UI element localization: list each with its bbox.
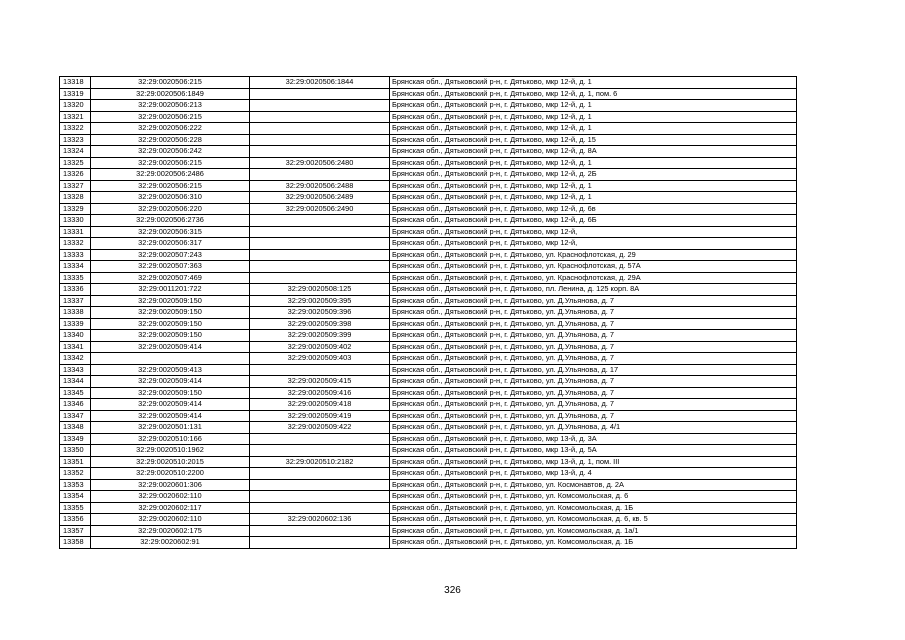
address-cell: Брянская обл., Дятьковский р-н, г. Дятьково, ул. Д.Ульянова, д. 7 xyxy=(390,330,797,342)
address-cell: Брянская обл., Дятьковский р-н, г. Дятьково, ул. Краснофлотская, д. 57А xyxy=(390,261,797,273)
linked-cadastral-number-cell xyxy=(250,468,390,480)
cadastral-number-cell: 32:29:0020506:215 xyxy=(91,180,250,192)
address-cell: Брянская обл., Дятьковский р-н, г. Дятьково, ул. Комсомольская, д. 1Б xyxy=(390,537,797,549)
table-row xyxy=(60,479,797,491)
row-number-cell: 13339 xyxy=(60,318,91,330)
row-number-cell: 13334 xyxy=(60,261,91,273)
table-row xyxy=(60,376,797,388)
cadastral-number-cell: 32:29:0020507:243 xyxy=(91,249,250,261)
row-number-cell: 13323 xyxy=(60,134,91,146)
table-row xyxy=(60,192,797,204)
linked-cadastral-number-cell xyxy=(250,479,390,491)
cadastral-number-cell: 32:29:0020506:315 xyxy=(91,226,250,238)
cadastral-number-cell: 32:29:0020510:1962 xyxy=(91,445,250,457)
linked-cadastral-number-cell xyxy=(250,364,390,376)
cadastral-number-cell: 32:29:0020509:150 xyxy=(91,295,250,307)
cadastral-number-cell: 32:29:0020602:110 xyxy=(91,491,250,503)
cadastral-number-cell: 32:29:0020509:150 xyxy=(91,387,250,399)
cadastral-number-cell: 32:29:0020510:2200 xyxy=(91,468,250,480)
cadastral-number-cell: 32:29:0020509:150 xyxy=(91,307,250,319)
address-cell: Брянская обл., Дятьковский р-н, г. Дятьково, ул. Д.Ульянова, д. 7 xyxy=(390,295,797,307)
row-number-cell: 13349 xyxy=(60,433,91,445)
table-row xyxy=(60,88,797,100)
row-number-cell: 13347 xyxy=(60,410,91,422)
table-row xyxy=(60,169,797,181)
page-number: 326 xyxy=(444,585,461,596)
row-number-cell: 13356 xyxy=(60,514,91,526)
table-row xyxy=(60,134,797,146)
row-number-cell: 13350 xyxy=(60,445,91,457)
linked-cadastral-number-cell xyxy=(250,491,390,503)
linked-cadastral-number-cell xyxy=(250,134,390,146)
cadastral-number-cell: 32:29:0020509:150 xyxy=(91,318,250,330)
linked-cadastral-number-cell xyxy=(250,88,390,100)
cadastral-number-cell: 32:29:0020509:414 xyxy=(91,410,250,422)
address-cell: Брянская обл., Дятьковский р-н, г. Дятьково, мкр 12-й, д. 1 xyxy=(390,192,797,204)
row-number-cell: 13358 xyxy=(60,537,91,549)
cadastral-number-cell: 32:29:0020506:213 xyxy=(91,100,250,112)
linked-cadastral-number-cell: 32:29:0020509:399 xyxy=(250,330,390,342)
address-cell: Брянская обл., Дятьковский р-н, г. Дятьково, мкр 12-й, д. 1 xyxy=(390,111,797,123)
linked-cadastral-number-cell: 32:29:0020506:2490 xyxy=(250,203,390,215)
address-cell: Брянская обл., Дятьковский р-н, г. Дятьково, ул. Комсомольская, д. 6, кв. 5 xyxy=(390,514,797,526)
row-number-cell: 13332 xyxy=(60,238,91,250)
cadastral-number-cell: 32:29:0011201:722 xyxy=(91,284,250,296)
address-cell: Брянская обл., Дятьковский р-н, г. Дятьково, ул. Краснофлотская, д. 29А xyxy=(390,272,797,284)
linked-cadastral-number-cell: 32:29:0020509:398 xyxy=(250,318,390,330)
table-row xyxy=(60,537,797,549)
table-row xyxy=(60,226,797,238)
table-row xyxy=(60,399,797,411)
cadastral-number-cell xyxy=(91,353,250,365)
table-row xyxy=(60,330,797,342)
address-cell: Брянская обл., Дятьковский р-н, г. Дятьково, мкр 13-й, д. 1, пом. III xyxy=(390,456,797,468)
row-number-cell: 13320 xyxy=(60,100,91,112)
cadastral-number-cell: 32:29:0020506:317 xyxy=(91,238,250,250)
row-number-cell: 13321 xyxy=(60,111,91,123)
table-row xyxy=(60,410,797,422)
row-number-cell: 13352 xyxy=(60,468,91,480)
table-row xyxy=(60,100,797,112)
table-row xyxy=(60,238,797,250)
linked-cadastral-number-cell xyxy=(250,537,390,549)
cadastral-number-cell: 32:29:0020509:414 xyxy=(91,341,250,353)
address-cell: Брянская обл., Дятьковский р-н, г. Дятьково, мкр 12-й, д. 1 xyxy=(390,100,797,112)
address-cell: Брянская обл., Дятьковский р-н, г. Дятьково, ул. Д.Ульянова, д. 7 xyxy=(390,376,797,388)
cadastral-number-cell: 32:29:0020510:166 xyxy=(91,433,250,445)
linked-cadastral-number-cell xyxy=(250,215,390,227)
cadastral-number-cell: 32:29:0020509:414 xyxy=(91,399,250,411)
address-cell: Брянская обл., Дятьковский р-н, г. Дятьково, ул. Комсомольская, д. 1Б xyxy=(390,502,797,514)
cadastral-number-cell: 32:29:0020507:469 xyxy=(91,272,250,284)
row-number-cell: 13335 xyxy=(60,272,91,284)
address-cell: Брянская обл., Дятьковский р-н, г. Дятьково, мкр 12-й, xyxy=(390,226,797,238)
table-body xyxy=(60,77,797,549)
address-cell: Брянская обл., Дятьковский р-н, г. Дятьково, мкр 12-й, д. 6в xyxy=(390,203,797,215)
cadastral-number-cell: 32:29:0020506:222 xyxy=(91,123,250,135)
linked-cadastral-number-cell xyxy=(250,249,390,261)
cadastral-number-cell: 32:29:0020506:215 xyxy=(91,77,250,89)
address-cell: Брянская обл., Дятьковский р-н, г. Дятьково, пл. Ленина, д. 125 корп. 8А xyxy=(390,284,797,296)
linked-cadastral-number-cell xyxy=(250,100,390,112)
table-row xyxy=(60,502,797,514)
row-number-cell: 13338 xyxy=(60,307,91,319)
row-number-cell: 13343 xyxy=(60,364,91,376)
address-cell: Брянская обл., Дятьковский р-н, г. Дятьково, мкр 12-й, д. 1 xyxy=(390,157,797,169)
row-number-cell: 13319 xyxy=(60,88,91,100)
linked-cadastral-number-cell: 32:29:0020509:403 xyxy=(250,353,390,365)
table-row xyxy=(60,203,797,215)
table-row xyxy=(60,123,797,135)
cadastral-number-cell: 32:29:0020501:131 xyxy=(91,422,250,434)
table-row xyxy=(60,341,797,353)
cadastral-number-cell: 32:29:0020506:310 xyxy=(91,192,250,204)
cadastral-table xyxy=(59,76,797,549)
row-number-cell: 13342 xyxy=(60,353,91,365)
table-row xyxy=(60,295,797,307)
linked-cadastral-number-cell: 32:29:0020509:415 xyxy=(250,376,390,388)
address-cell: Брянская обл., Дятьковский р-н, г. Дятьково, ул. Д.Ульянова, д. 4/1 xyxy=(390,422,797,434)
row-number-cell: 13327 xyxy=(60,180,91,192)
address-cell: Брянская обл., Дятьковский р-н, г. Дятьково, ул. Космонавтов, д. 2А xyxy=(390,479,797,491)
address-cell: Брянская обл., Дятьковский р-н, г. Дятьково, мкр 12-й, д. 1 xyxy=(390,123,797,135)
address-cell: Брянская обл., Дятьковский р-н, г. Дятьково, мкр 13-й, д. 4 xyxy=(390,468,797,480)
linked-cadastral-number-cell: 32:29:0020509:419 xyxy=(250,410,390,422)
address-cell: Брянская обл., Дятьковский р-н, г. Дятьково, мкр 12-й, д. 1 xyxy=(390,77,797,89)
table-row xyxy=(60,77,797,89)
linked-cadastral-number-cell: 32:29:0020509:396 xyxy=(250,307,390,319)
cadastral-number-cell: 32:29:0020506:2736 xyxy=(91,215,250,227)
row-number-cell: 13354 xyxy=(60,491,91,503)
cadastral-number-cell: 32:29:0020602:175 xyxy=(91,525,250,537)
address-cell: Брянская обл., Дятьковский р-н, г. Дятьково, ул. Д.Ульянова, д. 7 xyxy=(390,399,797,411)
linked-cadastral-number-cell xyxy=(250,445,390,457)
table-row xyxy=(60,433,797,445)
linked-cadastral-number-cell: 32:29:0020509:402 xyxy=(250,341,390,353)
cadastral-number-cell: 32:29:0020506:242 xyxy=(91,146,250,158)
linked-cadastral-number-cell: 32:29:0020509:418 xyxy=(250,399,390,411)
linked-cadastral-number-cell xyxy=(250,226,390,238)
row-number-cell: 13355 xyxy=(60,502,91,514)
row-number-cell: 13329 xyxy=(60,203,91,215)
row-number-cell: 13336 xyxy=(60,284,91,296)
table-row xyxy=(60,514,797,526)
row-number-cell: 13324 xyxy=(60,146,91,158)
row-number-cell: 13328 xyxy=(60,192,91,204)
linked-cadastral-number-cell: 32:29:0020508:125 xyxy=(250,284,390,296)
address-cell: Брянская обл., Дятьковский р-н, г. Дятьково, ул. Д.Ульянова, д. 7 xyxy=(390,307,797,319)
cadastral-number-cell: 32:29:0020509:414 xyxy=(91,376,250,388)
cadastral-number-cell: 32:29:0020506:220 xyxy=(91,203,250,215)
row-number-cell: 13330 xyxy=(60,215,91,227)
table-row xyxy=(60,146,797,158)
row-number-cell: 13318 xyxy=(60,77,91,89)
linked-cadastral-number-cell: 32:29:0020509:395 xyxy=(250,295,390,307)
table-row xyxy=(60,468,797,480)
cadastral-number-cell: 32:29:0020602:91 xyxy=(91,537,250,549)
table-row xyxy=(60,387,797,399)
table-row xyxy=(60,491,797,503)
row-number-cell: 13331 xyxy=(60,226,91,238)
row-number-cell: 13340 xyxy=(60,330,91,342)
address-cell: Брянская обл., Дятьковский р-н, г. Дятьково, ул. Д.Ульянова, д. 7 xyxy=(390,410,797,422)
cadastral-number-cell: 32:29:0020509:150 xyxy=(91,330,250,342)
address-cell: Брянская обл., Дятьковский р-н, г. Дятьково, мкр 12-й, д. 15 xyxy=(390,134,797,146)
cadastral-number-cell: 32:29:0020509:413 xyxy=(91,364,250,376)
linked-cadastral-number-cell xyxy=(250,123,390,135)
address-cell: Брянская обл., Дятьковский р-н, г. Дятьково, ул. Д.Ульянова, д. 7 xyxy=(390,341,797,353)
linked-cadastral-number-cell: 32:29:0020510:2182 xyxy=(250,456,390,468)
linked-cadastral-number-cell: 32:29:0020506:2488 xyxy=(250,180,390,192)
address-cell: Брянская обл., Дятьковский р-н, г. Дятьково, мкр 12-й, д. 1 xyxy=(390,180,797,192)
row-number-cell: 13348 xyxy=(60,422,91,434)
row-number-cell: 13345 xyxy=(60,387,91,399)
table-row xyxy=(60,215,797,227)
cadastral-number-cell: 32:29:0020602:117 xyxy=(91,502,250,514)
linked-cadastral-number-cell xyxy=(250,169,390,181)
address-cell: Брянская обл., Дятьковский р-н, г. Дятьково, ул. Д.Ульянова, д. 7 xyxy=(390,387,797,399)
cadastral-number-cell: 32:29:0020510:2015 xyxy=(91,456,250,468)
address-cell: Брянская обл., Дятьковский р-н, г. Дятьково, мкр 12-й, д. 6Б xyxy=(390,215,797,227)
address-cell: Брянская обл., Дятьковский р-н, г. Дятьково, мкр 12-й, д. 2Б xyxy=(390,169,797,181)
row-number-cell: 13351 xyxy=(60,456,91,468)
cadastral-number-cell: 32:29:0020506:215 xyxy=(91,157,250,169)
linked-cadastral-number-cell: 32:29:0020602:136 xyxy=(250,514,390,526)
row-number-cell: 13337 xyxy=(60,295,91,307)
address-cell: Брянская обл., Дятьковский р-н, г. Дятьково, ул. Комсомольская, д. 1а/1 xyxy=(390,525,797,537)
linked-cadastral-number-cell xyxy=(250,261,390,273)
table-row xyxy=(60,180,797,192)
table-row xyxy=(60,284,797,296)
table-row xyxy=(60,456,797,468)
linked-cadastral-number-cell xyxy=(250,111,390,123)
table-row xyxy=(60,318,797,330)
linked-cadastral-number-cell xyxy=(250,238,390,250)
address-cell: Брянская обл., Дятьковский р-н, г. Дятьково, мкр 12-й, д. 8А xyxy=(390,146,797,158)
linked-cadastral-number-cell xyxy=(250,525,390,537)
address-cell: Брянская обл., Дятьковский р-н, г. Дятьково, мкр 13-й, д. 3А xyxy=(390,433,797,445)
cadastral-number-cell: 32:29:0020506:1849 xyxy=(91,88,250,100)
address-cell: Брянская обл., Дятьковский р-н, г. Дятьково, ул. Д.Ульянова, д. 17 xyxy=(390,364,797,376)
table-row xyxy=(60,249,797,261)
row-number-cell: 13346 xyxy=(60,399,91,411)
table-row xyxy=(60,445,797,457)
table-row xyxy=(60,525,797,537)
table-row xyxy=(60,307,797,319)
row-number-cell: 13322 xyxy=(60,123,91,135)
cadastral-number-cell: 32:29:0020506:2486 xyxy=(91,169,250,181)
row-number-cell: 13341 xyxy=(60,341,91,353)
linked-cadastral-number-cell xyxy=(250,146,390,158)
address-cell: Брянская обл., Дятьковский р-н, г. Дятьково, мкр 13-й, д. 5А xyxy=(390,445,797,457)
cadastral-number-cell: 32:29:0020506:215 xyxy=(91,111,250,123)
row-number-cell: 13325 xyxy=(60,157,91,169)
row-number-cell: 13326 xyxy=(60,169,91,181)
row-number-cell: 13357 xyxy=(60,525,91,537)
table-row xyxy=(60,353,797,365)
table-row xyxy=(60,422,797,434)
address-cell: Брянская обл., Дятьковский р-н, г. Дятьково, мкр 12-й, xyxy=(390,238,797,250)
row-number-cell: 13333 xyxy=(60,249,91,261)
cadastral-number-cell: 32:29:0020602:110 xyxy=(91,514,250,526)
table-row xyxy=(60,272,797,284)
cadastral-number-cell: 32:29:0020507:363 xyxy=(91,261,250,273)
row-number-cell: 13344 xyxy=(60,376,91,388)
table-row xyxy=(60,157,797,169)
linked-cadastral-number-cell: 32:29:0020506:2480 xyxy=(250,157,390,169)
address-cell: Брянская обл., Дятьковский р-н, г. Дятьково, ул. Краснофлотская, д. 29 xyxy=(390,249,797,261)
address-cell: Брянская обл., Дятьковский р-н, г. Дятьково, ул. Д.Ульянова, д. 7 xyxy=(390,353,797,365)
linked-cadastral-number-cell: 32:29:0020509:422 xyxy=(250,422,390,434)
linked-cadastral-number-cell xyxy=(250,272,390,284)
linked-cadastral-number-cell: 32:29:0020506:2489 xyxy=(250,192,390,204)
cadastral-number-cell: 32:29:0020506:228 xyxy=(91,134,250,146)
table-row xyxy=(60,111,797,123)
address-cell: Брянская обл., Дятьковский р-н, г. Дятьково, ул. Комсомольская, д. 6 xyxy=(390,491,797,503)
table-row xyxy=(60,261,797,273)
cadastral-number-cell: 32:29:0020601:306 xyxy=(91,479,250,491)
address-cell: Брянская обл., Дятьковский р-н, г. Дятьково, ул. Д.Ульянова, д. 7 xyxy=(390,318,797,330)
linked-cadastral-number-cell: 32:29:0020509:416 xyxy=(250,387,390,399)
linked-cadastral-number-cell: 32:29:0020506:1844 xyxy=(250,77,390,89)
row-number-cell: 13353 xyxy=(60,479,91,491)
table-row xyxy=(60,364,797,376)
address-cell: Брянская обл., Дятьковский р-н, г. Дятьково, мкр 12-й, д. 1, пом. 6 xyxy=(390,88,797,100)
linked-cadastral-number-cell xyxy=(250,433,390,445)
linked-cadastral-number-cell xyxy=(250,502,390,514)
